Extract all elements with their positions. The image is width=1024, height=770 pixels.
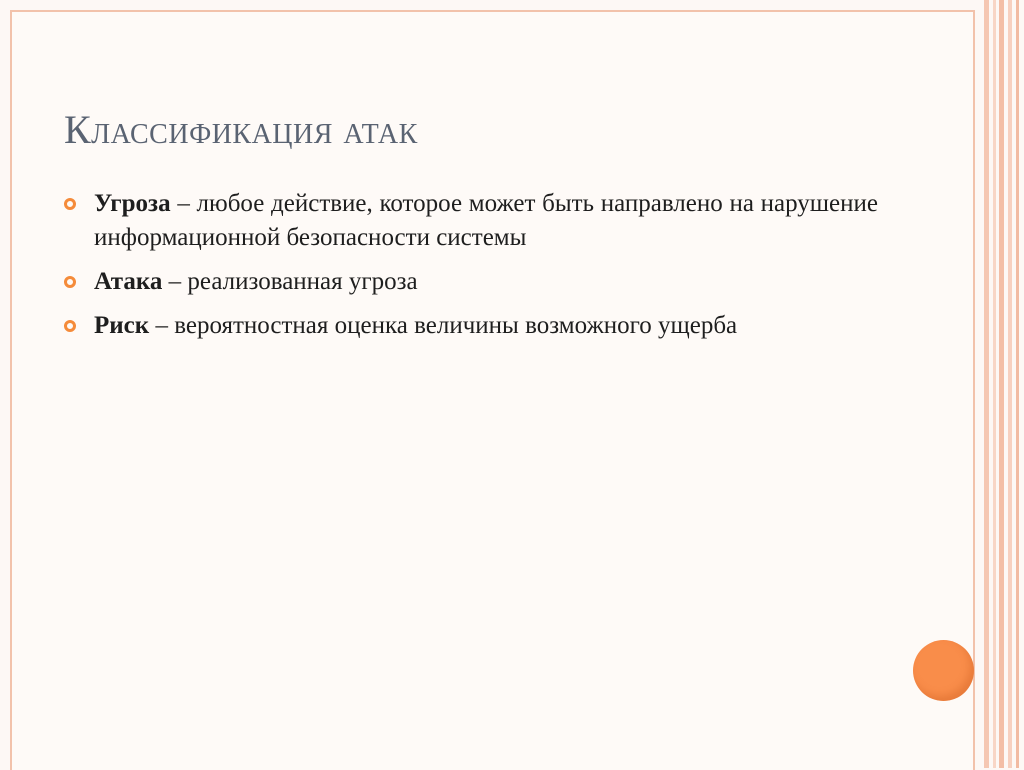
stripe bbox=[1008, 0, 1012, 768]
term-label: Риск bbox=[94, 312, 150, 339]
stripe bbox=[993, 0, 996, 768]
stripe bbox=[999, 0, 1004, 768]
slide-title: Классификация атак bbox=[64, 107, 418, 152]
list-item bbox=[62, 309, 878, 343]
orange-circle-decoration bbox=[913, 640, 974, 701]
term-label: Угроза bbox=[94, 190, 171, 217]
decorative-stripes bbox=[980, 0, 1024, 768]
term-label: Атака bbox=[94, 268, 163, 295]
definition-text: – реализованная угроза bbox=[162, 268, 418, 295]
list-item bbox=[62, 265, 878, 299]
stripe bbox=[984, 0, 989, 768]
definition-text: – любое действие, которое может быть направлено на нарушение информационной безопасности системы bbox=[94, 190, 878, 251]
ring-bullet-icon bbox=[64, 276, 76, 288]
stripe bbox=[1016, 0, 1019, 768]
ring-bullet-icon bbox=[64, 320, 76, 332]
ring-bullet-icon bbox=[64, 198, 76, 210]
list-item bbox=[62, 187, 878, 255]
bullet-list bbox=[62, 187, 878, 353]
definition-text: – вероятностная оценка величины возможного ущерба bbox=[149, 312, 738, 339]
